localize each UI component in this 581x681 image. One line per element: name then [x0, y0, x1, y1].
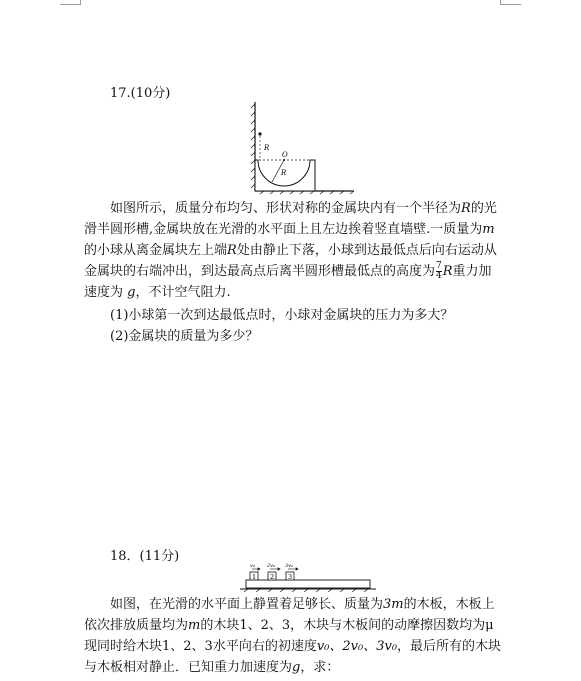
label-R-radius: R	[281, 169, 287, 177]
arrow-v0-label: v₀	[250, 563, 255, 569]
wooden-board	[246, 580, 370, 588]
question-18-figure	[238, 562, 378, 592]
fraction-7-4: $\frac{7}{4}$	[436, 261, 442, 281]
question-17-sub-1: (1)小球第一次到达最低点时，小球对金属块的压力为多大？	[110, 308, 454, 323]
wall-hatching	[251, 104, 255, 188]
question-17-header: 17.(10分)	[110, 86, 171, 101]
corner-mark-top-right	[500, 0, 521, 5]
label-O: O	[282, 151, 288, 159]
ball	[258, 132, 261, 135]
question-18-text: 如图，在光滑的水平面上静置着足够长、质量为3m的木板，木板上依次排放质量均为m的木块1、2、3，木块与木板间的动摩擦因数均为μ现同时给木块1、2、3水平向右的初速度v₀、2v₀、3v₀，最后所有的木块与木板相对静止．已知重力加速度为g，求：	[84, 597, 502, 675]
corner-mark-top-left	[60, 0, 81, 5]
label-R-height: R	[264, 144, 270, 152]
block-2-label: 2	[270, 573, 275, 581]
question-18-header: 18．(11分)	[110, 549, 180, 564]
arrow-3v0-label: 3v₀	[285, 563, 294, 569]
question-17-figure	[240, 100, 358, 195]
block-3-label: 3	[288, 573, 293, 581]
block-1-label: 1	[252, 573, 257, 581]
question-17-sub-2: (2)金属块的质量为多少？	[110, 329, 259, 344]
question-17-text: 如图所示，质量分布均匀、形状对称的金属块内有一个半径为R的光滑半圆形槽,金属块放在光滑的水平面上且左边挨着竖直墙壁.一质量为m的小球从离金属块左上端R处由静止下落，小球到达最低点后向右运动从金属块的右端冲出，到达最高点后离半圆形槽最低点的高度为 $\frac{7}{4}$ R重力加速度为 g，不计空气阻力.	[84, 201, 497, 300]
arrow-2v0-label: 2v₀	[267, 563, 276, 569]
